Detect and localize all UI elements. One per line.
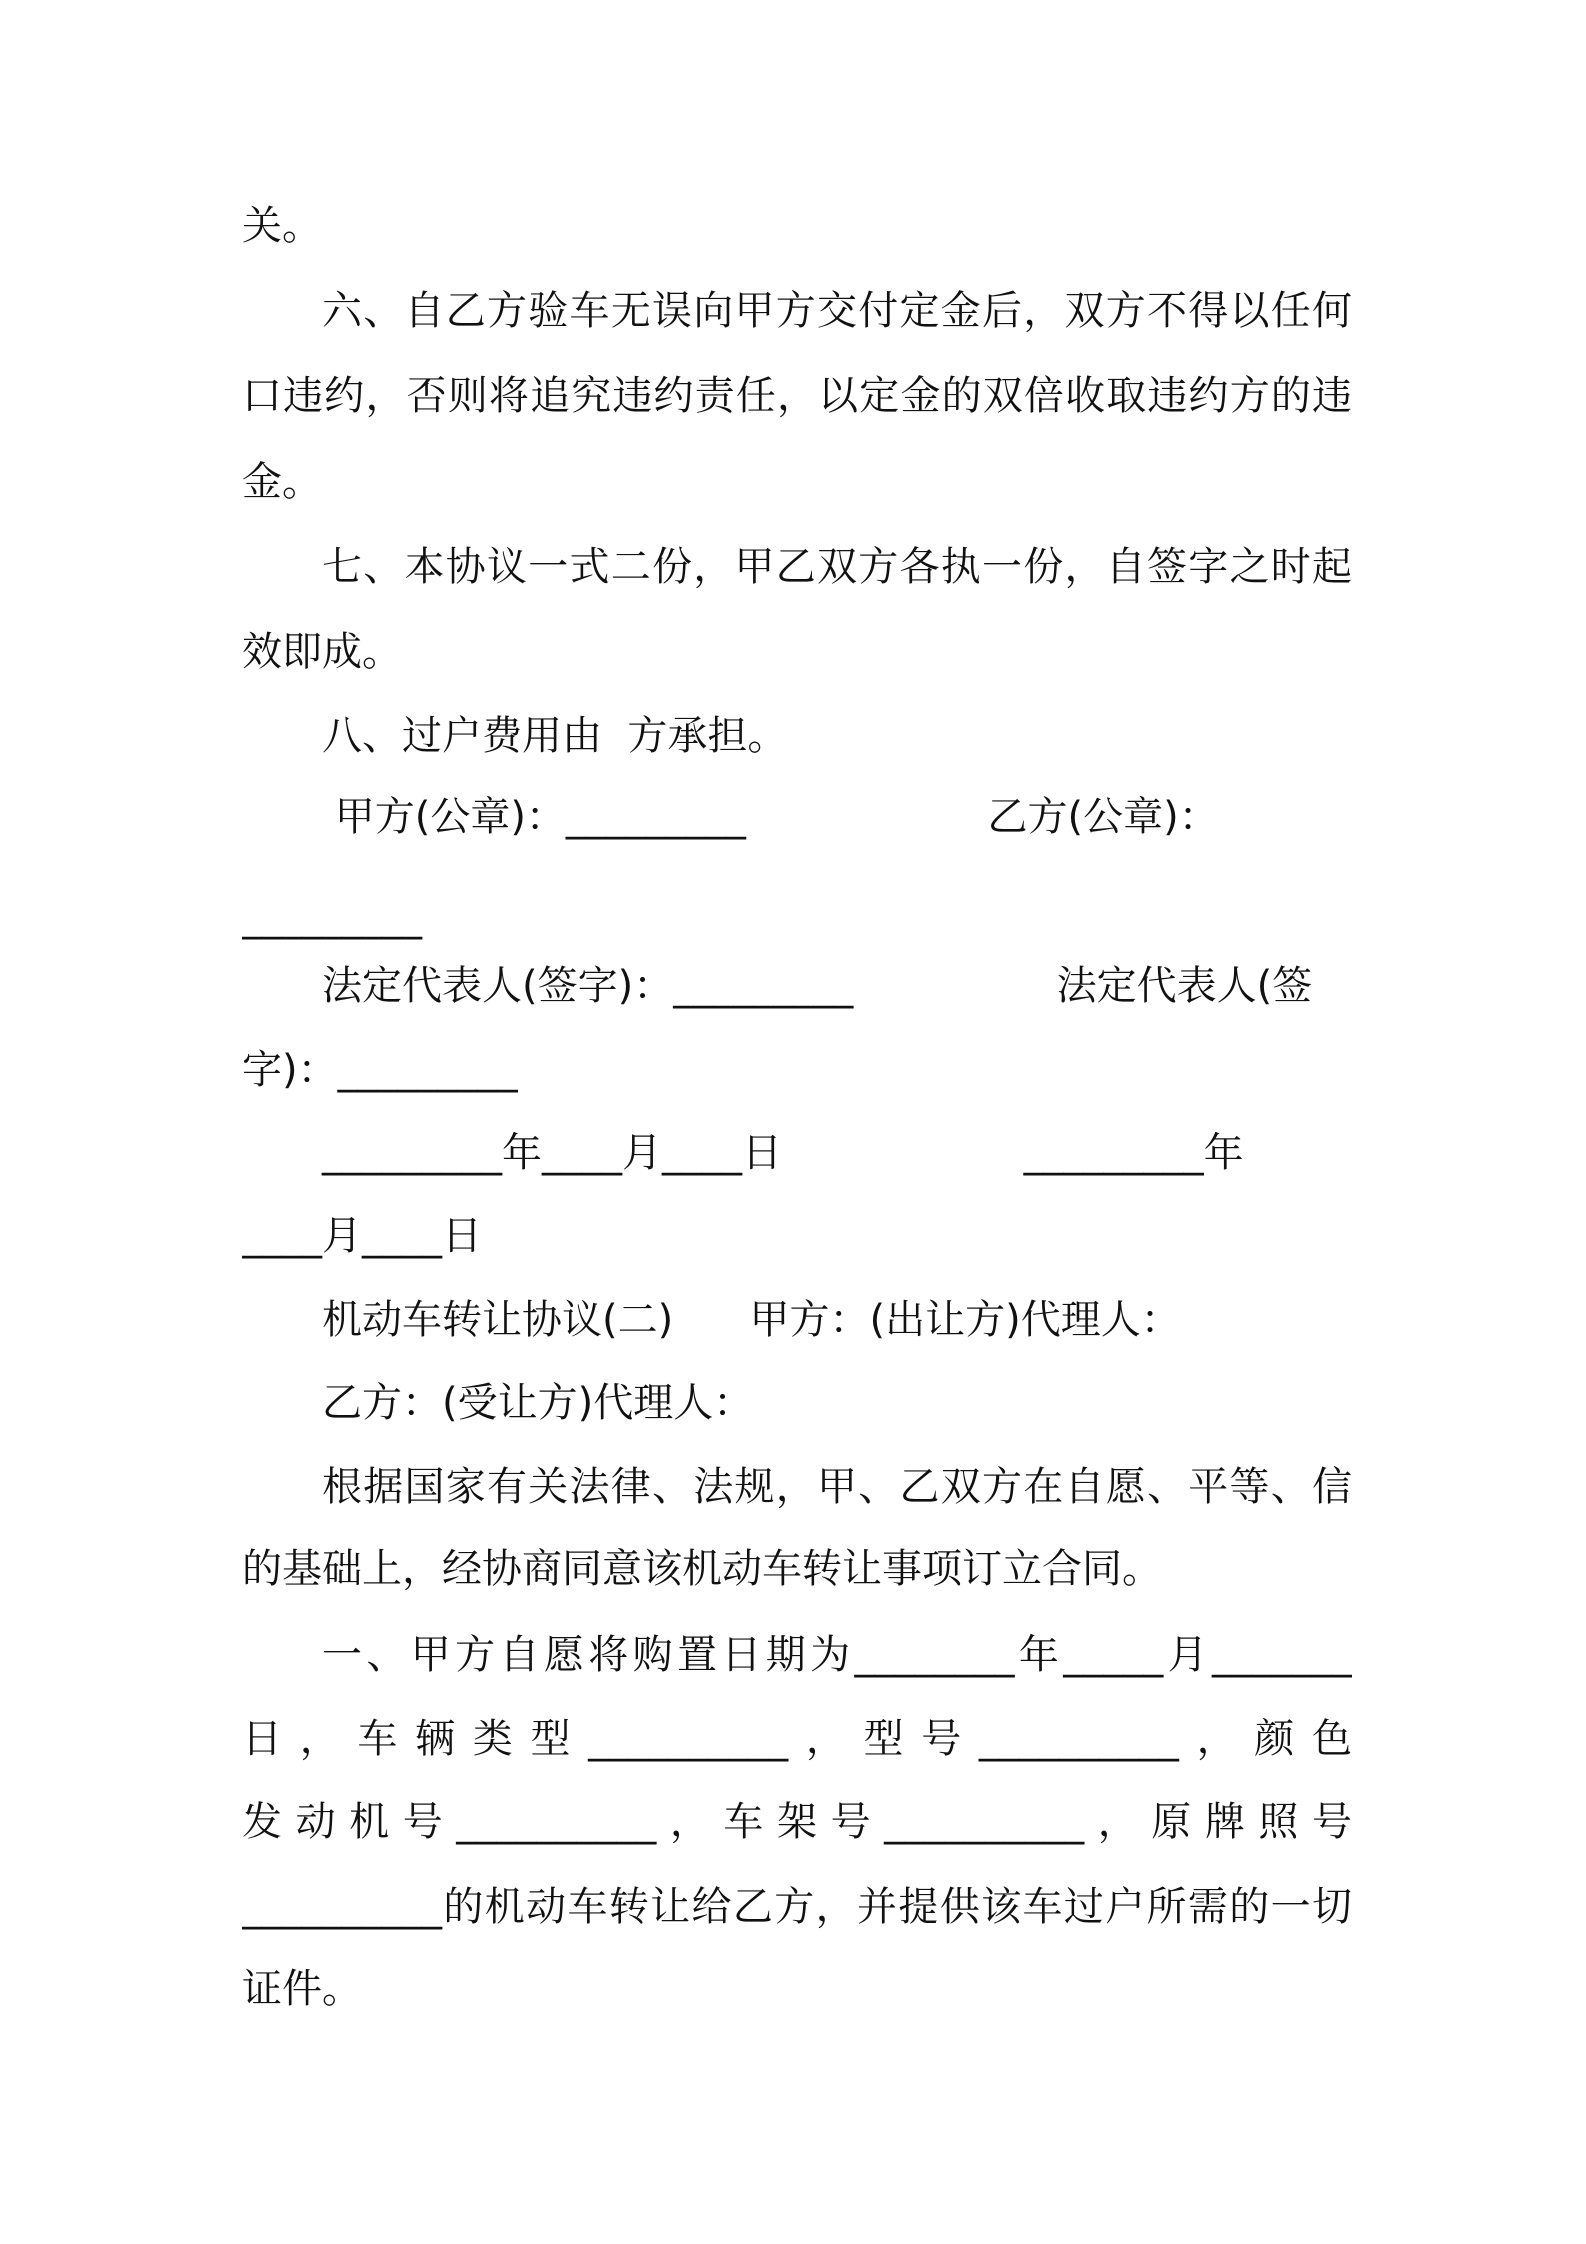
text-line: 金。 [242, 459, 322, 505]
text-line: 效即成。 [242, 629, 402, 675]
text-line: 日，车辆类型__________，型号__________，颜色 [242, 1716, 1352, 1762]
text-line: __________的机动车转让给乙方，并提供该车过户所需的一切 [242, 1884, 1352, 1930]
signature-line-party-a: 甲方(公章)：_________ 乙方(公章)： [322, 794, 1219, 840]
text-line: 八、过户费用由 方承担。 [322, 713, 788, 759]
text-line: 机动车转让协议(二) 甲方：(出让方)代理人： [322, 1297, 1181, 1343]
text-line: 发动机号__________，车架号__________，原牌照号 [242, 1799, 1352, 1845]
date-line: _________年____月____日 _________年 [322, 1130, 1244, 1176]
text-line: 乙方：(受让方)代理人： [322, 1380, 754, 1426]
text-line: 六、自乙方验车无误向甲方交付定金后，双方不得以任何 [322, 288, 1352, 334]
text-line: 一、甲方自愿将购置日期为________年_____月_______ [322, 1632, 1352, 1678]
text-line: 根据国家有关法律、法规，甲、乙双方在自愿、平等、信 [322, 1464, 1352, 1510]
text-line: ____月____日 [242, 1213, 482, 1259]
signature-line-representative: 法定代表人(签字)：_________ 法定代表人(签 [322, 963, 1313, 1009]
text-line: 七、本协议一式二份，甲乙双方各执一份，自签字之时起 [322, 544, 1352, 590]
text-line: 口违约，否则将追究违约责任，以定金的双倍收取违约方的违 [242, 373, 1352, 419]
text-line: 关。 [242, 203, 322, 249]
text-line: 证件。 [242, 1966, 362, 2012]
text-line: 字)：_________ [242, 1047, 518, 1093]
text-line: _________ [242, 894, 422, 940]
text-line: 的基础上，经协商同意该机动车转让事项订立合同。 [242, 1546, 1162, 1592]
